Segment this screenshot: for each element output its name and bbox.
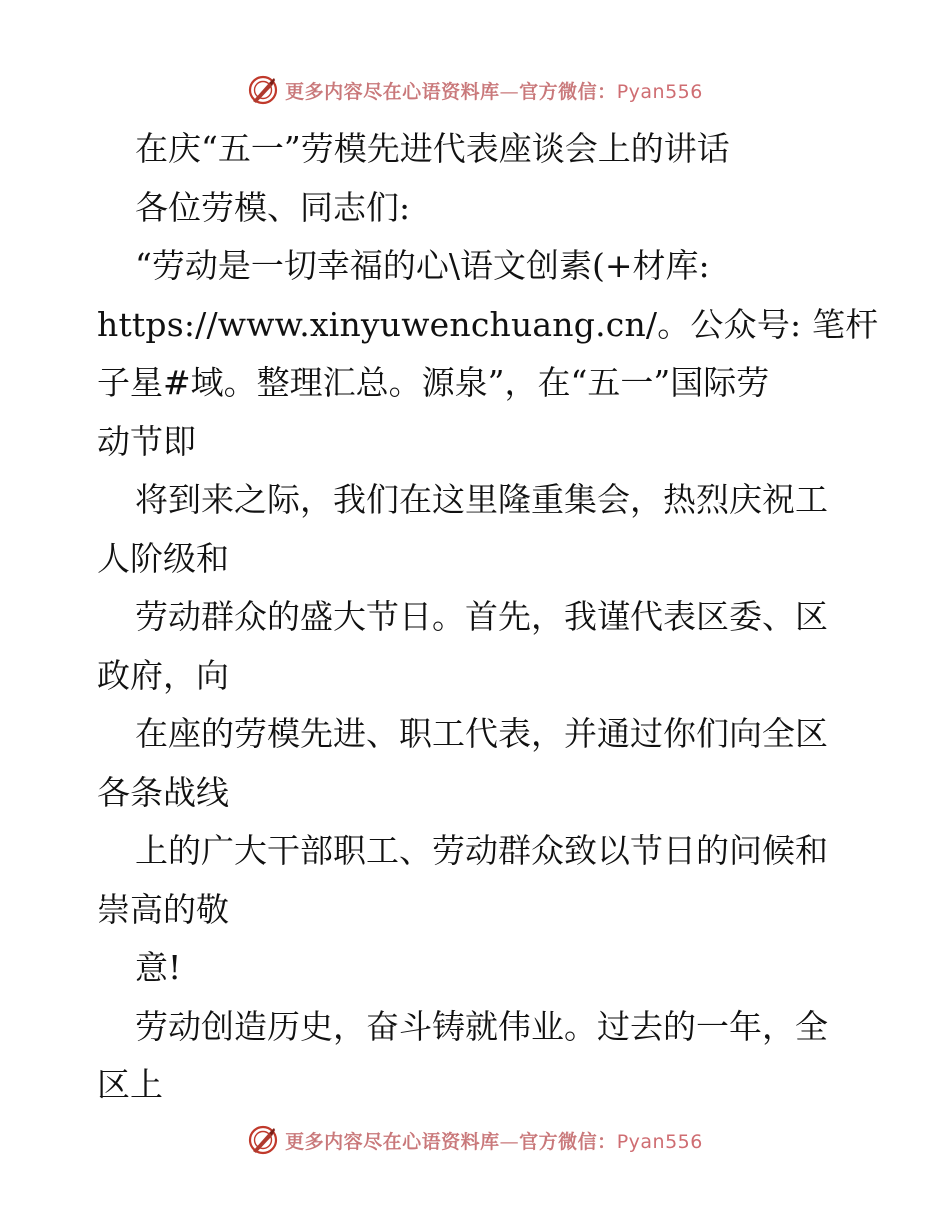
- body-line: 区上: [97, 1065, 163, 1104]
- header-banner-text: [285, 77, 703, 104]
- header-banner: [0, 70, 950, 110]
- header-banner-main: 更多内容尽在心语资料库: [285, 80, 500, 103]
- body-line: “劳动是一切幸福的心\语文创素(+材库:: [135, 246, 710, 285]
- body-line: 在座的劳模先进、职工代表，并通过你们向全区: [135, 714, 828, 753]
- footer-banner-wechat-id: Pyan556: [616, 1130, 703, 1153]
- header-banner-wechat-id: Pyan556: [616, 80, 703, 103]
- document-title: 在庆“五一”劳模先进代表座谈会上的讲话: [135, 129, 730, 168]
- salutation: 各位劳模、同志们:: [135, 187, 411, 227]
- footer-banner-inner: [247, 1124, 703, 1156]
- header-banner-wechat-label: 官方微信：: [519, 80, 617, 103]
- document-body: [97, 120, 879, 1115]
- body-line: 各条战线: [97, 772, 229, 812]
- footer-banner: [0, 1120, 950, 1160]
- footer-banner-text: [285, 1127, 703, 1154]
- header-banner-dash: —: [499, 80, 520, 103]
- footer-banner-dash: —: [499, 1130, 520, 1153]
- footer-banner-main: 更多内容尽在心语资料库: [285, 1130, 500, 1153]
- body-line: 政府，向: [97, 655, 229, 695]
- body-line: 将到来之际，我们在这里隆重集会，热烈庆祝工: [135, 480, 828, 519]
- pen-logo-icon: [247, 1124, 279, 1156]
- body-line: 人阶级和: [97, 538, 229, 578]
- body-line: 劳动群众的盛大节日。首先，我谨代表区委、区: [135, 597, 828, 636]
- body-line: 意!: [135, 948, 182, 987]
- body-line: 上的广大干部职工、劳动群众致以节日的问候和: [135, 831, 828, 870]
- body-line: 子星#域。整理汇总。源泉”，在“五一”国际劳: [97, 363, 770, 402]
- footer-banner-wechat-label: 官方微信：: [519, 1130, 617, 1153]
- header-banner-inner: [247, 74, 703, 106]
- body-line: 劳动创造历史，奋斗铸就伟业。过去的一年，全: [135, 1006, 828, 1046]
- body-line-url: https://www.xinyuwenchuang.cn/。公众号: 笔杆: [97, 304, 879, 344]
- pen-logo-icon: [247, 74, 279, 106]
- body-line: 崇高的敬: [97, 889, 229, 929]
- body-line: 动节即: [97, 421, 196, 461]
